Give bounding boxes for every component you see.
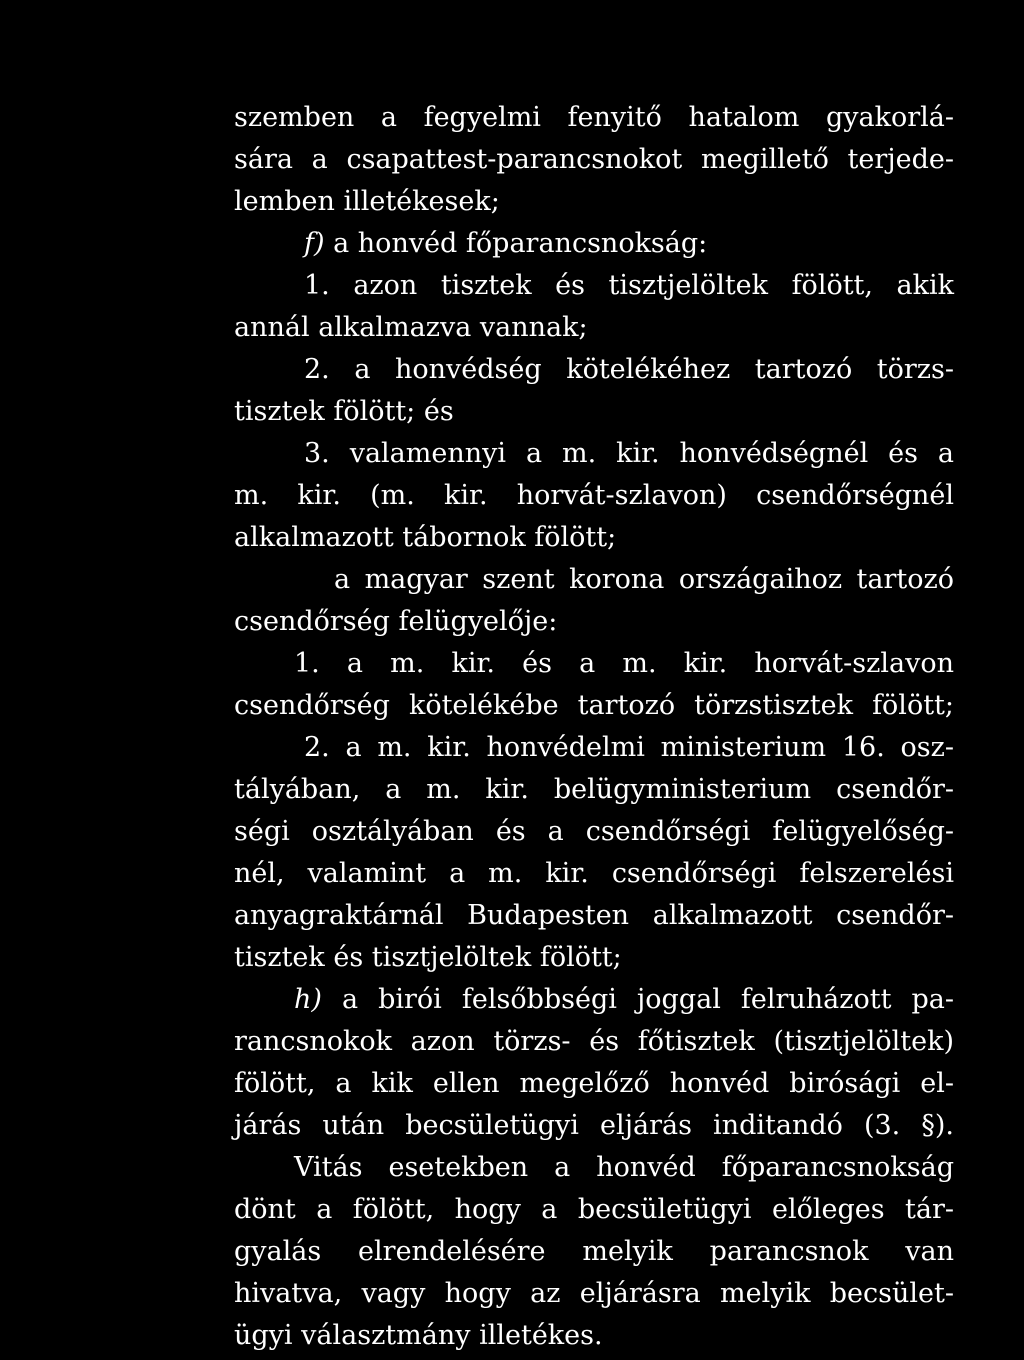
- text-line-25: járás után becsületügyi eljárás inditandó (3. §).: [234, 1110, 954, 1141]
- text-line-19: nél, valamint a m. kir. csendőrségi felszerelési: [234, 858, 954, 889]
- text-line-10: m. kir. (m. kir. horvát-szlavon) csendőrségnél: [234, 480, 954, 511]
- text-line-29: hivatva, vagy hogy az eljárásra melyik becsület-: [234, 1278, 954, 1309]
- enumeration-letter: f): [304, 228, 325, 259]
- text-line-12: a magyar szent korona országaihoz tartozó: [334, 564, 954, 595]
- text-line-11: alkalmazott tábornok fölött;: [234, 522, 617, 553]
- text-line-22: h) a birói felsőbbségi joggal felruházott pa-: [294, 984, 954, 1015]
- text-line-27: dönt a fölött, hogy a becsületügyi előleges tár-: [234, 1194, 954, 1225]
- text-line-14: 1. a m. kir. és a m. kir. horvát-szlavon: [294, 648, 954, 679]
- text-line-26: Vitás esetekben a honvéd főparancsnokság: [294, 1152, 954, 1183]
- text-line-21: tisztek és tisztjelöltek fölött;: [234, 942, 622, 973]
- text-line-20: anyagraktárnál Budapesten alkalmazott csendőr-: [234, 900, 954, 931]
- text-line-23: rancsnokok azon törzs- és főtisztek (tisztjelöltek): [234, 1026, 954, 1057]
- text-line-16: 2. a m. kir. honvédelmi ministerium 16. osz-: [304, 732, 954, 763]
- enumeration-letter: h): [294, 984, 322, 1015]
- text-line-24: fölött, a kik ellen megelőző honvéd birósági el-: [234, 1068, 954, 1099]
- text-line-28: gyalás elrendelésére melyik parancsnok van: [234, 1236, 954, 1267]
- text-line-18: ségi osztályában és a csendőrségi felügyelőség-: [234, 816, 954, 847]
- text-line-17: tályában, a m. kir. belügyministerium csendőr-: [234, 774, 954, 805]
- text-line-1: szemben a fegyelmi fenyitő hatalom gyakorlá-: [234, 102, 954, 133]
- text-line-15: csendőrség kötelékébe tartozó törzstisztek fölött;: [234, 690, 954, 721]
- text-line-6: annál alkalmazva vannak;: [234, 312, 588, 343]
- text-line-13: csendőrség felügyelője:: [234, 606, 558, 637]
- text-line-7: 2. a honvédség kötelékéhez tartozó törzs-: [304, 354, 954, 385]
- text-line-2: sára a csapattest-parancsnokot megillető terjede-: [234, 144, 954, 175]
- text-line-8: tisztek fölött; és: [234, 396, 454, 427]
- text-line-4: f) a honvéd főparancsnokság:: [304, 228, 708, 259]
- text-line-3: lemben illetékesek;: [234, 186, 500, 217]
- text-line-30: ügyi választmány illetékes.: [234, 1320, 603, 1351]
- text-line-9: 3. valamennyi a m. kir. honvédségnél és a: [304, 438, 954, 469]
- text-line-5: 1. azon tisztek és tisztjelöltek fölött, akik: [304, 270, 954, 301]
